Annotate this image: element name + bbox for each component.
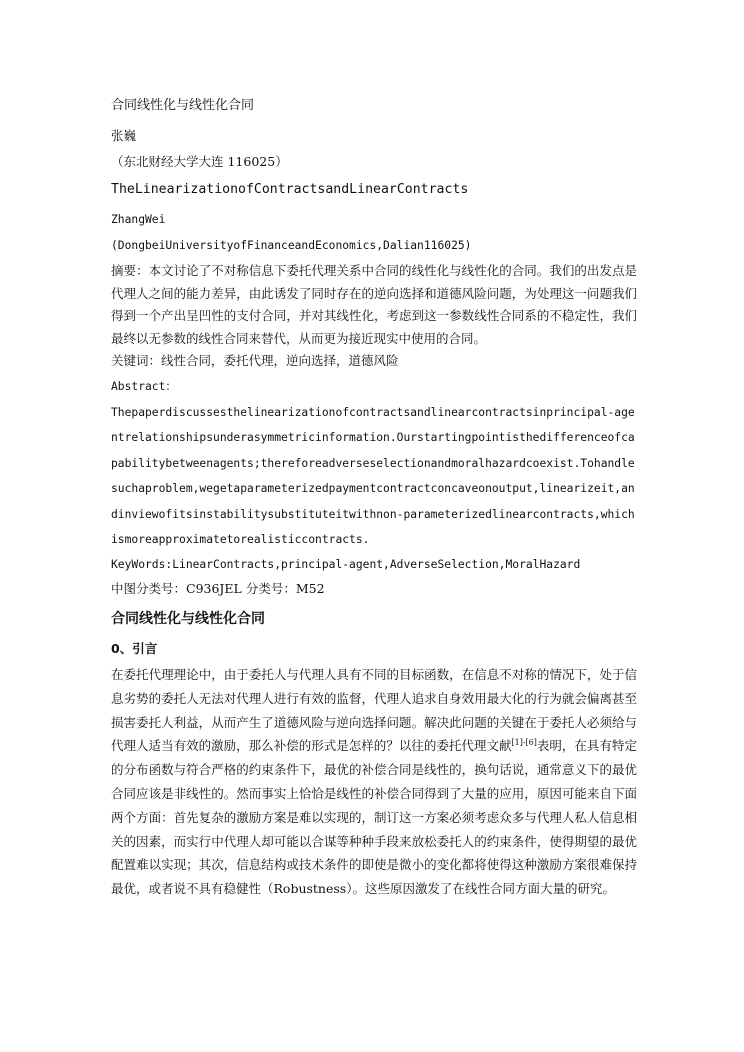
affiliation-cn: （东北财经大学大连 116025） xyxy=(111,154,288,169)
abstract-cn: 摘要：本文讨论了不对称信息下委托代理关系中合同的线性化与线性化的合同。我们的出发点是代理人之间的能力差异，由此诱发了同时存在的逆向选择和道德风险问题，为处理这一问题我们得到一个产出呈凹性的支付合同，并对其线性化，考虑到这一参数线性合同系的不稳定性，我们最终以无参数的线性合同来替代，从而更为接近现实中使用的合同。 xyxy=(111,263,637,346)
keywords-en: KeyWords:LinearContracts,principal-agent,AdverseSelection,MoralHazard xyxy=(111,558,581,572)
affiliation-en: (DongbeiUniversityofFinanceandEconomics,Dalian116025) xyxy=(111,239,472,252)
keywords-cn: 关键词：线性合同，委托代理，逆向选择，道德风险 xyxy=(111,353,399,368)
paper-title-en: TheLinearizationofContractsandLinearContracts xyxy=(111,182,469,197)
paper-title-cn: 合同线性化与线性化合同 xyxy=(111,98,255,113)
author-en: ZhangWei xyxy=(111,213,166,226)
intro-paragraph xyxy=(111,663,637,901)
author-cn: 张巍 xyxy=(111,128,137,143)
paper-page xyxy=(111,96,637,901)
classification-codes: 中图分类号：C936JEL 分类号：M52 xyxy=(111,581,325,597)
intro-text-part2: 表明，在具有特定的分布函数与符合严格的约束条件下，最优的补偿合同是线性的，换句话说，通常意义下的最优合同应该是非线性的。然而事实上恰恰是线性的补偿合同得到了大量的应用，原因可能来自下面两个方面：首先复杂的激励方案是难以实现的，制订这一方案必须考虑众多与代理人私人信息相关的因素，而实行中代理人却可能以合谋等种种手段来放松委托人的约束条件，使得期望的最优配置难以实现；其次，信息结构或技术条件的即使是微小的变化都将使得这种激励方案很难保持最优，或者说不具有稳健性（Robustness）。这些原因激发了在线性合同方面大量的研究。 xyxy=(111,738,637,897)
citation-ref: [1]-[6] xyxy=(511,738,537,748)
abstract-en-label: Abstract： xyxy=(111,379,177,393)
intro-text-part1: 在委托代理理论中，由于委托人与代理人具有不同的目标函数，在信息不对称的情况下，处于信息劣势的委托人无法对代理人进行有效的监督，代理人追求自身效用最大化的行为就会偏离甚至损害委托人利益，从而产生了道德风险与逆向选择问题。解决此问题的关键在于委托人必须给与代理人适当有效的激励，那么补偿的形式是怎样的？以往的委托代理文献 xyxy=(111,667,637,754)
abstract-en: Thepaperdiscussesthelinearizationofcontractsandlinearcontractsinprincipal-agentrelationshipsunderasymmetricinformation.Ourstartingpointisthedifferenceofcapabilitybetweenagents;thereforeadverseselectionandmoralhazardcoexist.Tohandlesuchaproblem,wegetaparameterizedpaymentcontractconcaveonoutput,linearizeit,andinviewofitsinstabilitysubstituteitwithnon-parameterizedlinearcontracts,whichismoreapproximatetorealisticcontracts. xyxy=(111,405,635,547)
section-title: 合同线性化与线性化合同 xyxy=(111,611,265,628)
subsection-title: 0、引言 xyxy=(111,641,158,657)
